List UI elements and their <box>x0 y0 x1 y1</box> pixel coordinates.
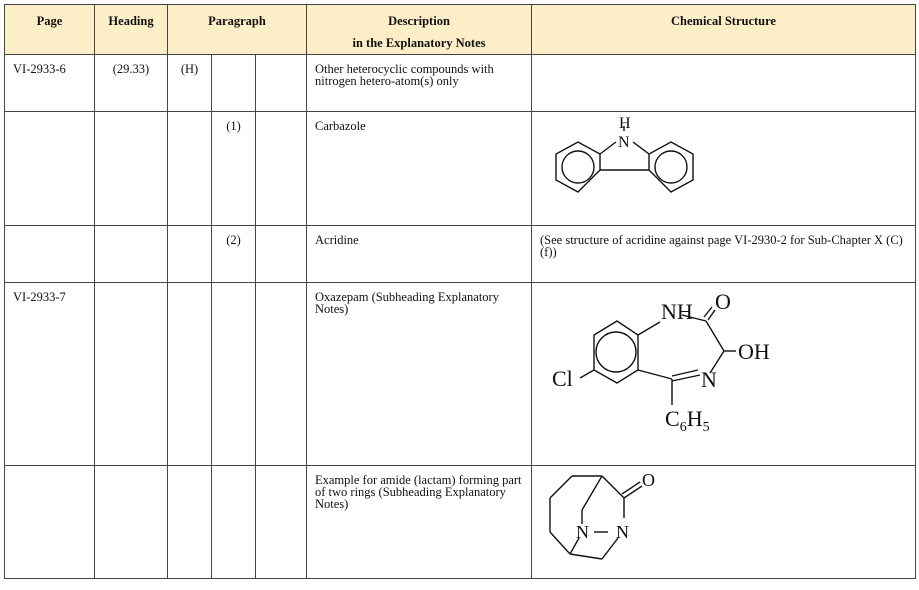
oxazepam-c6h5-label: $C_6H_5$ <box>665 406 710 435</box>
cell-page: VI-2933-7 <box>5 283 95 466</box>
cell-para-3 <box>256 55 307 112</box>
cell-description: Example for amide (lactam) forming part of two rings (Subheading Explanatory Notes) <box>307 466 532 579</box>
carbazole-n-label: N <box>618 134 630 151</box>
table-row <box>5 466 916 579</box>
oxazepam-nh-label: NH <box>661 299 693 324</box>
cell-para-2: (2) <box>212 226 256 283</box>
cell-structure <box>532 466 916 579</box>
cell-para-2 <box>212 55 256 112</box>
table-row <box>5 226 916 283</box>
cell-page <box>5 112 95 226</box>
oxazepam-n-label: N <box>701 367 717 392</box>
cell-para-3 <box>256 112 307 226</box>
cell-structure <box>532 283 916 466</box>
cell-para-2 <box>212 466 256 579</box>
oxazepam-cl-label: Cl <box>552 366 573 391</box>
cell-para-2 <box>212 283 256 466</box>
table-row <box>5 283 916 466</box>
lactam-n1-label: N <box>576 522 589 542</box>
cell-para-1: (H) <box>168 55 212 112</box>
cell-heading: (29.33) <box>95 55 168 112</box>
cell-structure <box>532 112 916 226</box>
header-page: Page <box>5 5 95 55</box>
cell-heading <box>95 226 168 283</box>
notes-table <box>4 4 916 579</box>
cell-description: Other heterocyclic compounds with nitrogen hetero-atom(s) only <box>307 55 532 112</box>
cell-structure: (See structure of acridine against page VI-2930-2 for Sub-Chapter X (C) (f)) <box>532 226 916 283</box>
cell-para-1 <box>168 466 212 579</box>
cell-heading <box>95 466 168 579</box>
cell-description: Oxazepam (Subheading Explanatory Notes) <box>307 283 532 466</box>
cell-page <box>5 466 95 579</box>
oxazepam-o-label: O <box>715 289 731 314</box>
lactam-n2-label: N <box>616 522 629 542</box>
cell-description: Acridine <box>307 226 532 283</box>
cell-para-1 <box>168 283 212 466</box>
table-row <box>5 112 916 226</box>
lactam-structure <box>532 466 682 576</box>
carbazole-structure <box>532 112 732 217</box>
cell-para-3 <box>256 226 307 283</box>
cell-description: Carbazole <box>307 112 532 226</box>
cell-heading <box>95 112 168 226</box>
cell-page <box>5 226 95 283</box>
oxazepam-structure <box>532 283 792 463</box>
cell-para-2: (1) <box>212 112 256 226</box>
cell-structure <box>532 55 916 112</box>
cell-para-1 <box>168 226 212 283</box>
header-description: Description in the Explanatory Notes <box>307 5 532 55</box>
table-row <box>5 55 916 112</box>
cell-heading <box>95 283 168 466</box>
cell-page: VI-2933-6 <box>5 55 95 112</box>
oxazepam-oh-label: OH <box>738 339 770 364</box>
cell-para-1 <box>168 112 212 226</box>
lactam-o-label: O <box>642 470 655 490</box>
header-heading: Heading <box>95 5 168 55</box>
header-chemical-structure: Chemical Structure <box>532 5 916 55</box>
header-paragraph: Paragraph <box>168 5 307 55</box>
carbazole-h-label: H <box>619 115 631 132</box>
cell-para-3 <box>256 466 307 579</box>
cell-para-3 <box>256 283 307 466</box>
header-row <box>5 5 916 55</box>
